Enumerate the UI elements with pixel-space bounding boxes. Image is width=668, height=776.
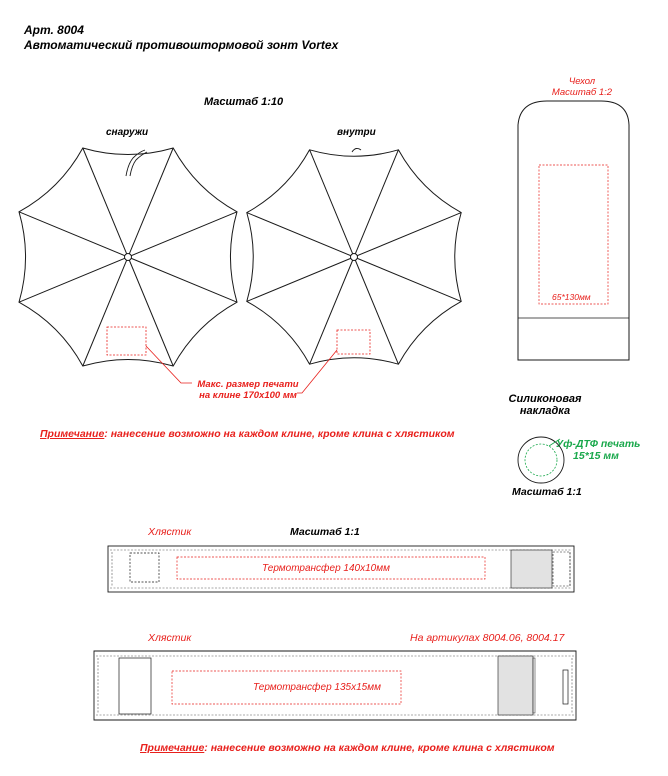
outside-label: снаружи <box>106 127 149 138</box>
note-bottom-text: : нанесение возможно на каждом клине, кроме клина с хлястиком <box>204 742 555 754</box>
strap1-print-zone <box>177 557 485 579</box>
umbrella-outside-drawing <box>19 148 237 366</box>
strap1-print-label: Термотрансфер 140х10мм <box>262 563 390 574</box>
strap2-articles-note: На артикулах 8004.06, 8004.17 <box>410 632 565 644</box>
inside-leader-line <box>297 350 337 393</box>
canopy-tip <box>125 254 132 261</box>
strap2-print-label: Термотрансфер 135х15мм <box>253 682 381 693</box>
strap-loop <box>352 148 361 152</box>
cover-print-size: 65*130мм <box>552 292 591 302</box>
note-bottom-prefix: Примечание <box>140 742 205 754</box>
strap1-label: Хлястик <box>148 526 192 538</box>
strap2-print-zone <box>172 671 401 704</box>
note-top-prefix: Примечание <box>40 428 105 440</box>
strap1-drawing <box>108 546 574 592</box>
silicone-print-label: Уф-ДТФ печать 15*15 мм <box>556 438 641 462</box>
silicone-scale-label: Масштаб 1:1 <box>512 486 582 498</box>
strap2-label: Хлястик <box>148 632 192 644</box>
strap2-drawing <box>94 651 576 720</box>
article-number: Арт. 8004 <box>24 23 84 37</box>
product-title: Автоматический противоштормовой зонт Vortex <box>24 38 339 52</box>
umbrella-scale-label: Масштаб 1:10 <box>204 96 284 108</box>
silicone-print-zone <box>525 444 557 476</box>
note-top-text: : нанесение возможно на каждом клине, кроме клина с хлястиком <box>104 428 455 440</box>
strap1-scale-label: Масштаб 1:1 <box>290 526 360 538</box>
print-size-label: Макс. размер печати на клине 170х100 мм <box>197 379 299 401</box>
inside-label: внутри <box>337 127 376 138</box>
outside-print-zone <box>107 327 146 355</box>
canopy-tip <box>351 254 358 261</box>
cover-print-zone <box>539 165 608 304</box>
cover-outline <box>518 101 629 360</box>
umbrella-inside-drawing <box>247 148 461 364</box>
cover-title: Чехол Масштаб 1:2 <box>551 76 613 98</box>
inside-print-zone <box>337 330 370 354</box>
silicone-pad-title: Силиконовая накладка <box>508 393 582 417</box>
